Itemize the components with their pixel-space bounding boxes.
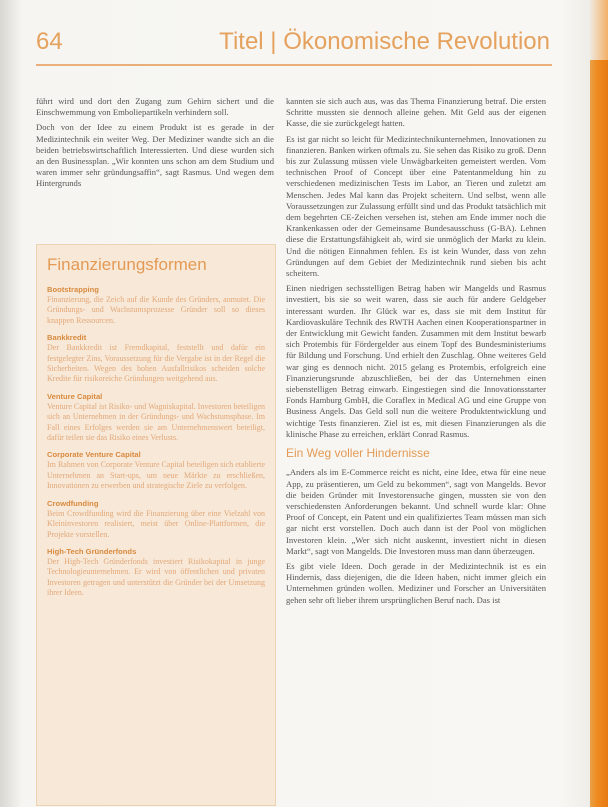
page-edge-highlight <box>590 0 608 60</box>
right-paragraph: kannten sie sich auch aus, was das Thema Finanzierung betraf. Die ersten Schritte mussten sie dennoch alleine gehen. Mit Geld aus der eigenen Kasse, die sie zurückgelegt hatten. <box>286 96 546 129</box>
info-box-entry <box>47 547 265 599</box>
entry-title: Corporate Venture Capital <box>47 450 141 460</box>
entry-title: Bankkredit <box>47 333 87 343</box>
header-rule <box>36 64 552 66</box>
entry-text: Finanzierung, die Zeich auf die Kunde des Gründers, anmutet. Die Gründungs- und Wachstumsprozesse Gründer soll so dieses knappen Ressourcen. <box>47 295 265 325</box>
info-box-entry <box>47 392 265 444</box>
right-paragraph: Einen niedrigen sechsstelligen Betrag haben wir Mangelds und Rasmus investiert, bis sie so weit waren, dass sie auch für andere Geldgeber interessant wurden. Ihr Glück war es, dass sie mit dem Institut für Kardiovaskuläre Technik des RWTH Aachen einen Kooperationspartner in der Entwicklung mit Gewicht fanden. Zusammen mit dem Institut bewarb sich Protembis für Fördergelder aus einem Topf des Bundesministeriums für Bildung und Forschung. Und erhielt den Zuschlag. Ohne weiteres Geld war ging es dennoch nicht. 2015 gelang es Protembis, erfolgreich eine Finanzierungsrunde abzuschließen, bei der das Unternehmen einen siebenstelligen Betrag einwarb. Eingestiegen sind die Innovationsstarter Fonds Hamburg GmbH, die Coraflex in Medical AG und eine Gruppe von Business Angels. Das Geld soll nun die weitere Produktentwicklung und wichtige Tests finanzieren. Ziel ist es, mit diesen Finanzierungen als die klinische Phase zu erreichen, erklärt Conrad Rasmus. <box>286 283 546 439</box>
info-box-entry <box>47 499 265 540</box>
info-box-title: Finanzierungsformen <box>47 255 207 274</box>
right-paragraph: Es ist gar nicht so leicht für Medizintechnikunternehmen, Innovationen zu finanzieren. Banken wirken oftmals zu. Sie sehen das Risiko zu groß. Denn bis zur Zulassung müssen viele Unwägbarkeiten gemeistert werden. Vom technischen Proof of Concept über eine Patentanmeldung hin zu verschiedenen medizinischen Tests im Labor, an Tieren und zuletzt am Menschen. Jedes Mal kann das Projekt scheitern. Und selbst, wenn alle Voraussetzungen zur Zulassung erfüllt sind und das Produkt tatsächlich mit dem begehrten CE-Zeichen versehen ist, stehen am Ende immer noch die Krankenkassen oder der Gemeinsame Bundesausschuss (G-BA). Lehnen diese die Erstattungsfähigkeit ab, wird sie unmöglich der Markt zu klein. Und die nötigen Einnahmen fehlen. Es ist kein Wunder, dass von zehn Gründungen auf dem Gebiet der Medizintechnik rund sieben bis acht scheitern. <box>286 133 546 279</box>
info-box-body <box>47 285 265 606</box>
entry-text: Der High-Tech Gründerfonds investiert Risikokapital in junge Technologieunternehmen. Er wird von öffentlichen und privaten Investoren getragen und unterstützt die Gründer bei der Umsetzung ihrer Ideen. <box>47 556 265 598</box>
entry-text: Der Bankkredit ist Fremdkapital, feststellt und dafür ein festgelegter Zins, Voraussetzung für die Vergabe ist in der Regel die Sicherheiten. Wegen des hohen Ausfallrisikos scheiden solche Kredite für risikoreiche Gründungen weitgehend aus. <box>47 343 265 384</box>
orange-page-edge <box>590 0 608 807</box>
right-paragraph: Es gibt viele Ideen. Doch gerade in der Medizintechnik ist es ein Hindernis, dass diejenigen, die die Ideen haben, nicht immer gleich ein Unternehmen gründen wollen. Mediziner und Forscher an Universitäten gehen sehr oft lieber ihrem ursprünglichen Beruf nach. Das ist <box>286 560 546 605</box>
running-head: Titel | Ökonomische Revolution <box>219 28 550 55</box>
left-column <box>36 96 274 194</box>
entry-text: Beim Crowdfunding wird die Finanzierung über eine Vielzahl von Kleininvestoren realisiert, meist über Online-Plattformen, die Projekte vorstellen. <box>47 508 265 539</box>
entry-title: High-Tech Gründerfonds <box>47 546 137 556</box>
left-paragraph: führt wird und dort den Zugang zum Gehirn sichert und die Einschwemmung von Emboliepartikeln verhindern soll. <box>36 96 274 118</box>
entry-text: Venture Capital ist Risiko- und Wagniskapital. Investoren beteiligen sich an Unternehmen in der Gründungs- und Wachstumsphase. Im Fall eines Erfolges werden sie am Unternehmenswert beteiligt, dafür teilen sie das Risiko eines Verlusts. <box>47 401 265 443</box>
info-box <box>36 244 276 806</box>
entry-title: Bootstrapping <box>47 285 99 294</box>
left-paragraph: Doch von der Idee zu einem Produkt ist es gerade in der Medizintechnik ein weiter Weg. Der Mediziner wandte sich an die beiden betriebswirtschaftlich Interessierten. Und diese wurden sich an den Businessplan. „Wir konnten uns schon am dem Studium und waren immer sehr gründungsaffin“, sagt Rasmus. Und wegen dem Hintergrunds <box>36 122 274 189</box>
right-column <box>286 96 546 610</box>
right-paragraph: „Anders als im E-Commerce reicht es nicht, eine Idee, etwa für eine neue App, zu präsentieren, um Geld zu bekommen“, sagt von Mangelds. Bevor die beiden Gründer mit Investorensuche gingen, mussten sie von den verschiedensten Anforderungen bekannt. Und schnell wurde klar: Ohne Proof of Concept, ein Patent und ein qualifiziertes Team müssen man sich gar nicht erst vorstellen. Doch auch dann ist der Pool von möglichen Investoren klein. „Wer sich nicht auskennt, investiert nicht in diesen Markt“, sagt von Mangelds. Die Investoren muss man dann überzeugen. <box>286 467 546 556</box>
info-box-entry <box>47 285 265 326</box>
page-number: 64 <box>36 28 63 55</box>
entry-title: Crowdfunding <box>47 498 99 508</box>
entry-title: Venture Capital <box>47 391 103 401</box>
info-box-entry <box>47 333 265 385</box>
info-box-entry <box>47 450 265 491</box>
section-subheading: Ein Weg voller Hindernisse <box>286 446 430 461</box>
entry-text: Im Rahmen von Corporate Venture Capital beteiligen sich etablierte Unternehmen an Start-ups, um neue Märkte zu erschließen, Innovationen zu erwerben und strategische Ziele zu verfolgen. <box>47 460 265 491</box>
